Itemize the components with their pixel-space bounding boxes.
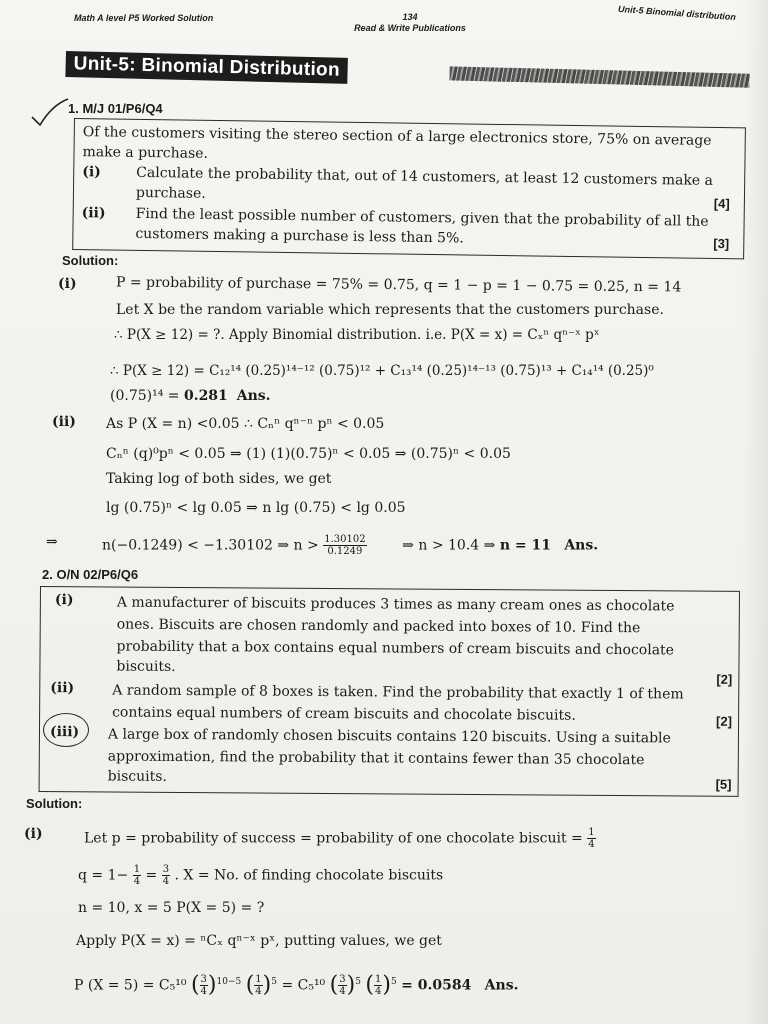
handwritten-circle-icon [43,713,89,747]
sol2-result-value: = 0.0584 [401,977,472,994]
sol2-result-lhs: P (X = 5) = C₅¹⁰ [74,977,187,994]
solution-2-heading: Solution: [26,796,83,811]
sol2-q-fraction-1 [133,864,141,887]
sol2-paren-close-2: ) [262,972,272,998]
q2-heading: 2. O/N 02/P6/Q6 [42,567,139,582]
sol1-line-log-inequality: lg (0.75)ⁿ < lg 0.05 ⇒ n lg (0.75) < lg 0.05 [106,500,406,516]
sol2-part-i-label: (i) [24,826,43,842]
sol2-q-fraction-2 [162,864,170,887]
page-edge-shadow [742,0,768,1024]
unit-title: Unit-5: Binomial Distribution [65,51,348,84]
header-center [340,12,480,34]
sol2-exp-3: 5 [355,977,361,987]
sol1-part-i-label: (i) [58,276,77,292]
q1-part-i-label: (i) [82,164,101,181]
q2-part-iii-marks: [5] [715,776,732,792]
sol2-line-n-x: n = 10, x = 5 P(X = 5) = ? [78,900,265,916]
q2-part-ii-line-1: A random sample of 8 boxes is taken. Find the probability that exactly 1 of them [112,682,684,703]
sol1-fraction-numerator: 1.30102 [324,534,366,545]
sol2-line-result [74,969,518,999]
q2-part-i-label: (i) [54,592,74,609]
sol2-q-numerator-1: 1 [133,864,141,875]
sol2-paren-open-1: ( [190,972,200,998]
sol1-line-final [102,534,598,557]
sol1-part-ii-label: (ii) [52,414,76,430]
sol2-q-equals: = [145,867,158,884]
q1-intro-line-1: Of the customers visiting the stereo section of a large electronics store, 75% on average [82,124,712,149]
sol2-frac-3-4-b-den: 4 [339,986,346,998]
q2-part-ii-line-2: contains equal numbers of cream biscuits and chocolate biscuits. [112,704,576,724]
sol1-fraction-denominator: 0.1249 [327,546,363,557]
sol2-q-suffix: . X = No. of finding chocolate biscuits [174,867,444,884]
q1-part-ii-line-2: customers making a purchase is less than 5%. [135,225,464,247]
sol1-line-probabilities: P = probability of purchase = 75% = 0.75, q = 1 − p = 1 − 0.75 = 0.25, n = 14 [115,274,682,296]
sol2-line-success [84,827,596,850]
q2-part-iii-label: (iii) [49,724,80,741]
sol1-line-take-log: Taking log of both sides, we get [106,471,332,487]
sol2-p-fraction [587,827,595,850]
sol1-final-ans: Ans. [564,537,599,554]
q1-part-ii-label: (ii) [81,205,106,222]
sol1-line-condition: As P (X = n) <0.05 ∴ Cₙⁿ qⁿ⁻ⁿ pⁿ < 0.05 [106,416,385,432]
sol2-line-apply: Apply P(X = x) = ⁿCₓ qⁿ⁻ˣ pˣ, putting values, we get [76,933,442,949]
sol1-result-value: 0.281 [183,388,228,404]
header-publisher: Read & Write Publications [354,23,466,33]
sol2-paren-close-1: ) [207,972,217,998]
unit-banner-texture [449,66,749,87]
sol2-frac-3-4-a [200,974,208,997]
sol2-exp-4: 5 [390,977,397,987]
sol1-final-inequality: n(−0.1249) < −1.30102 ⇒ n > [102,537,319,554]
sol2-q-prefix: q = 1− [78,867,129,884]
q2-part-i-line-4: biscuits. [116,658,176,675]
sol1-result-ans: Ans. [236,388,271,404]
q1-box [72,118,746,259]
sol2-frac-3-4-a-den: 4 [200,986,207,998]
sol2-frac-3-4-b [338,974,346,997]
sol1-line-result [110,388,271,404]
sol2-frac-1-4-b-num: 1 [374,974,382,986]
sol2-frac-3-4-b-num: 3 [339,974,346,986]
header-unit-name: Unit-5 Binomial distribution [617,3,737,23]
sol2-result-mid: = C₅¹⁰ [281,977,326,994]
sol2-frac-1-4-a-num: 1 [255,974,262,986]
sol1-line-random-variable: Let X be the random variable which represents that the customers purchase. [116,302,664,318]
q2-part-i-line-2: ones. Biscuits are chosen randomly and packed into boxes of 10. Find the [116,616,641,637]
sol2-paren-close-3: ) [346,972,356,998]
sol2-paren-open-4: ( [365,972,374,998]
sol2-success-text: Let p = probability of success = probability of one chocolate biscuit = [84,830,583,847]
sol2-paren-open-2: ( [245,972,255,998]
q2-part-i-marks: [2] [716,671,733,687]
sol2-line-q [78,864,443,887]
sol1-line-apply-binomial: ∴ P(X ≥ 12) = ?. Apply Binomial distribution. i.e. P(X = x) = Cₓⁿ qⁿ⁻ˣ pˣ [114,327,600,343]
q2-part-iii-line-1: A large box of randomly chosen biscuits contains 120 biscuits. Using a suitable [107,726,671,747]
q1-part-i-line-1: Calculate the probability that, out of 14 customers, at least 12 customers make a [136,164,714,189]
q1-part-ii-line-1: Find the least possible number of customers, given that the probability of all the [135,205,709,230]
sol2-exp-1: 10−5 [216,977,242,987]
sol2-frac-1-4-a [254,974,262,997]
handwritten-tick-icon [30,95,70,127]
header-book-title: Math A level P5 Worked Solution [74,13,214,23]
q2-part-ii-marks: [2] [716,713,733,729]
sol1-final-bound: ⇒ n > 10.4 ⇒ [402,537,496,554]
q2-box [39,586,740,797]
sol2-q-numerator-2: 3 [162,864,170,875]
sol1-line-expansion: ∴ P(X ≥ 12) = C₁₂¹⁴ (0.25)¹⁴⁻¹² (0.75)¹² + C₁₃¹⁴ (0.25)¹⁴⁻¹³ (0.75)¹³ + C₁₄¹⁴ (0.25)⁰ [110,363,654,379]
sol2-frac-1-4-a-den: 4 [255,986,262,998]
q1-intro-line-2: make a purchase. [82,144,209,162]
header-page-number: 134 [402,12,418,22]
q2-part-iii-line-2: approximation, find the probability that it contains fewer than 35 chocolate [107,748,645,769]
sol2-exp-2: 5 [271,977,277,987]
q1-part-ii-marks: [3] [713,235,730,252]
sol2-q-denominator-1: 4 [133,876,141,887]
solution-1-heading: Solution: [62,253,119,268]
q2-part-ii-label: (ii) [50,680,75,697]
sol2-result-ans: Ans. [484,977,519,994]
q2-part-i-line-1: A manufacturer of biscuits produces 3 times as many cream ones as chocolate [116,594,675,615]
sol2-p-numerator: 1 [588,827,595,838]
q2-part-iii-line-3: biscuits. [107,768,167,785]
sol2-p-denominator: 4 [588,839,595,850]
sol1-final-answer: n = 11 [499,537,551,554]
sol1-final-fraction [323,534,366,557]
q1-part-i-line-2: purchase. [135,184,206,202]
sol2-frac-3-4-a-num: 3 [200,974,207,986]
sol2-q-denominator-2: 4 [162,876,170,887]
sol2-paren-close-4: ) [382,972,391,998]
sol2-frac-1-4-b-den: 4 [374,986,382,998]
unit-banner [65,51,753,94]
sol1-result-prefix: (0.75)¹⁴ = [110,388,184,404]
q2-part-i-line-3: probability that a box contains equal numbers of cream biscuits and chocolate [116,638,675,659]
sol1-line-simplify: Cₙⁿ (q)⁰pⁿ < 0.05 ⇒ (1) (1)(0.75)ⁿ < 0.05 ⇒ (0.75)ⁿ < 0.05 [106,446,511,462]
sol2-paren-open-3: ( [329,972,339,998]
q1-heading: 1. M/J 01/P6/Q4 [68,101,163,116]
q1-part-i-marks: [4] [713,195,730,212]
sol1-implies-arrow: ⇒ [46,534,58,550]
